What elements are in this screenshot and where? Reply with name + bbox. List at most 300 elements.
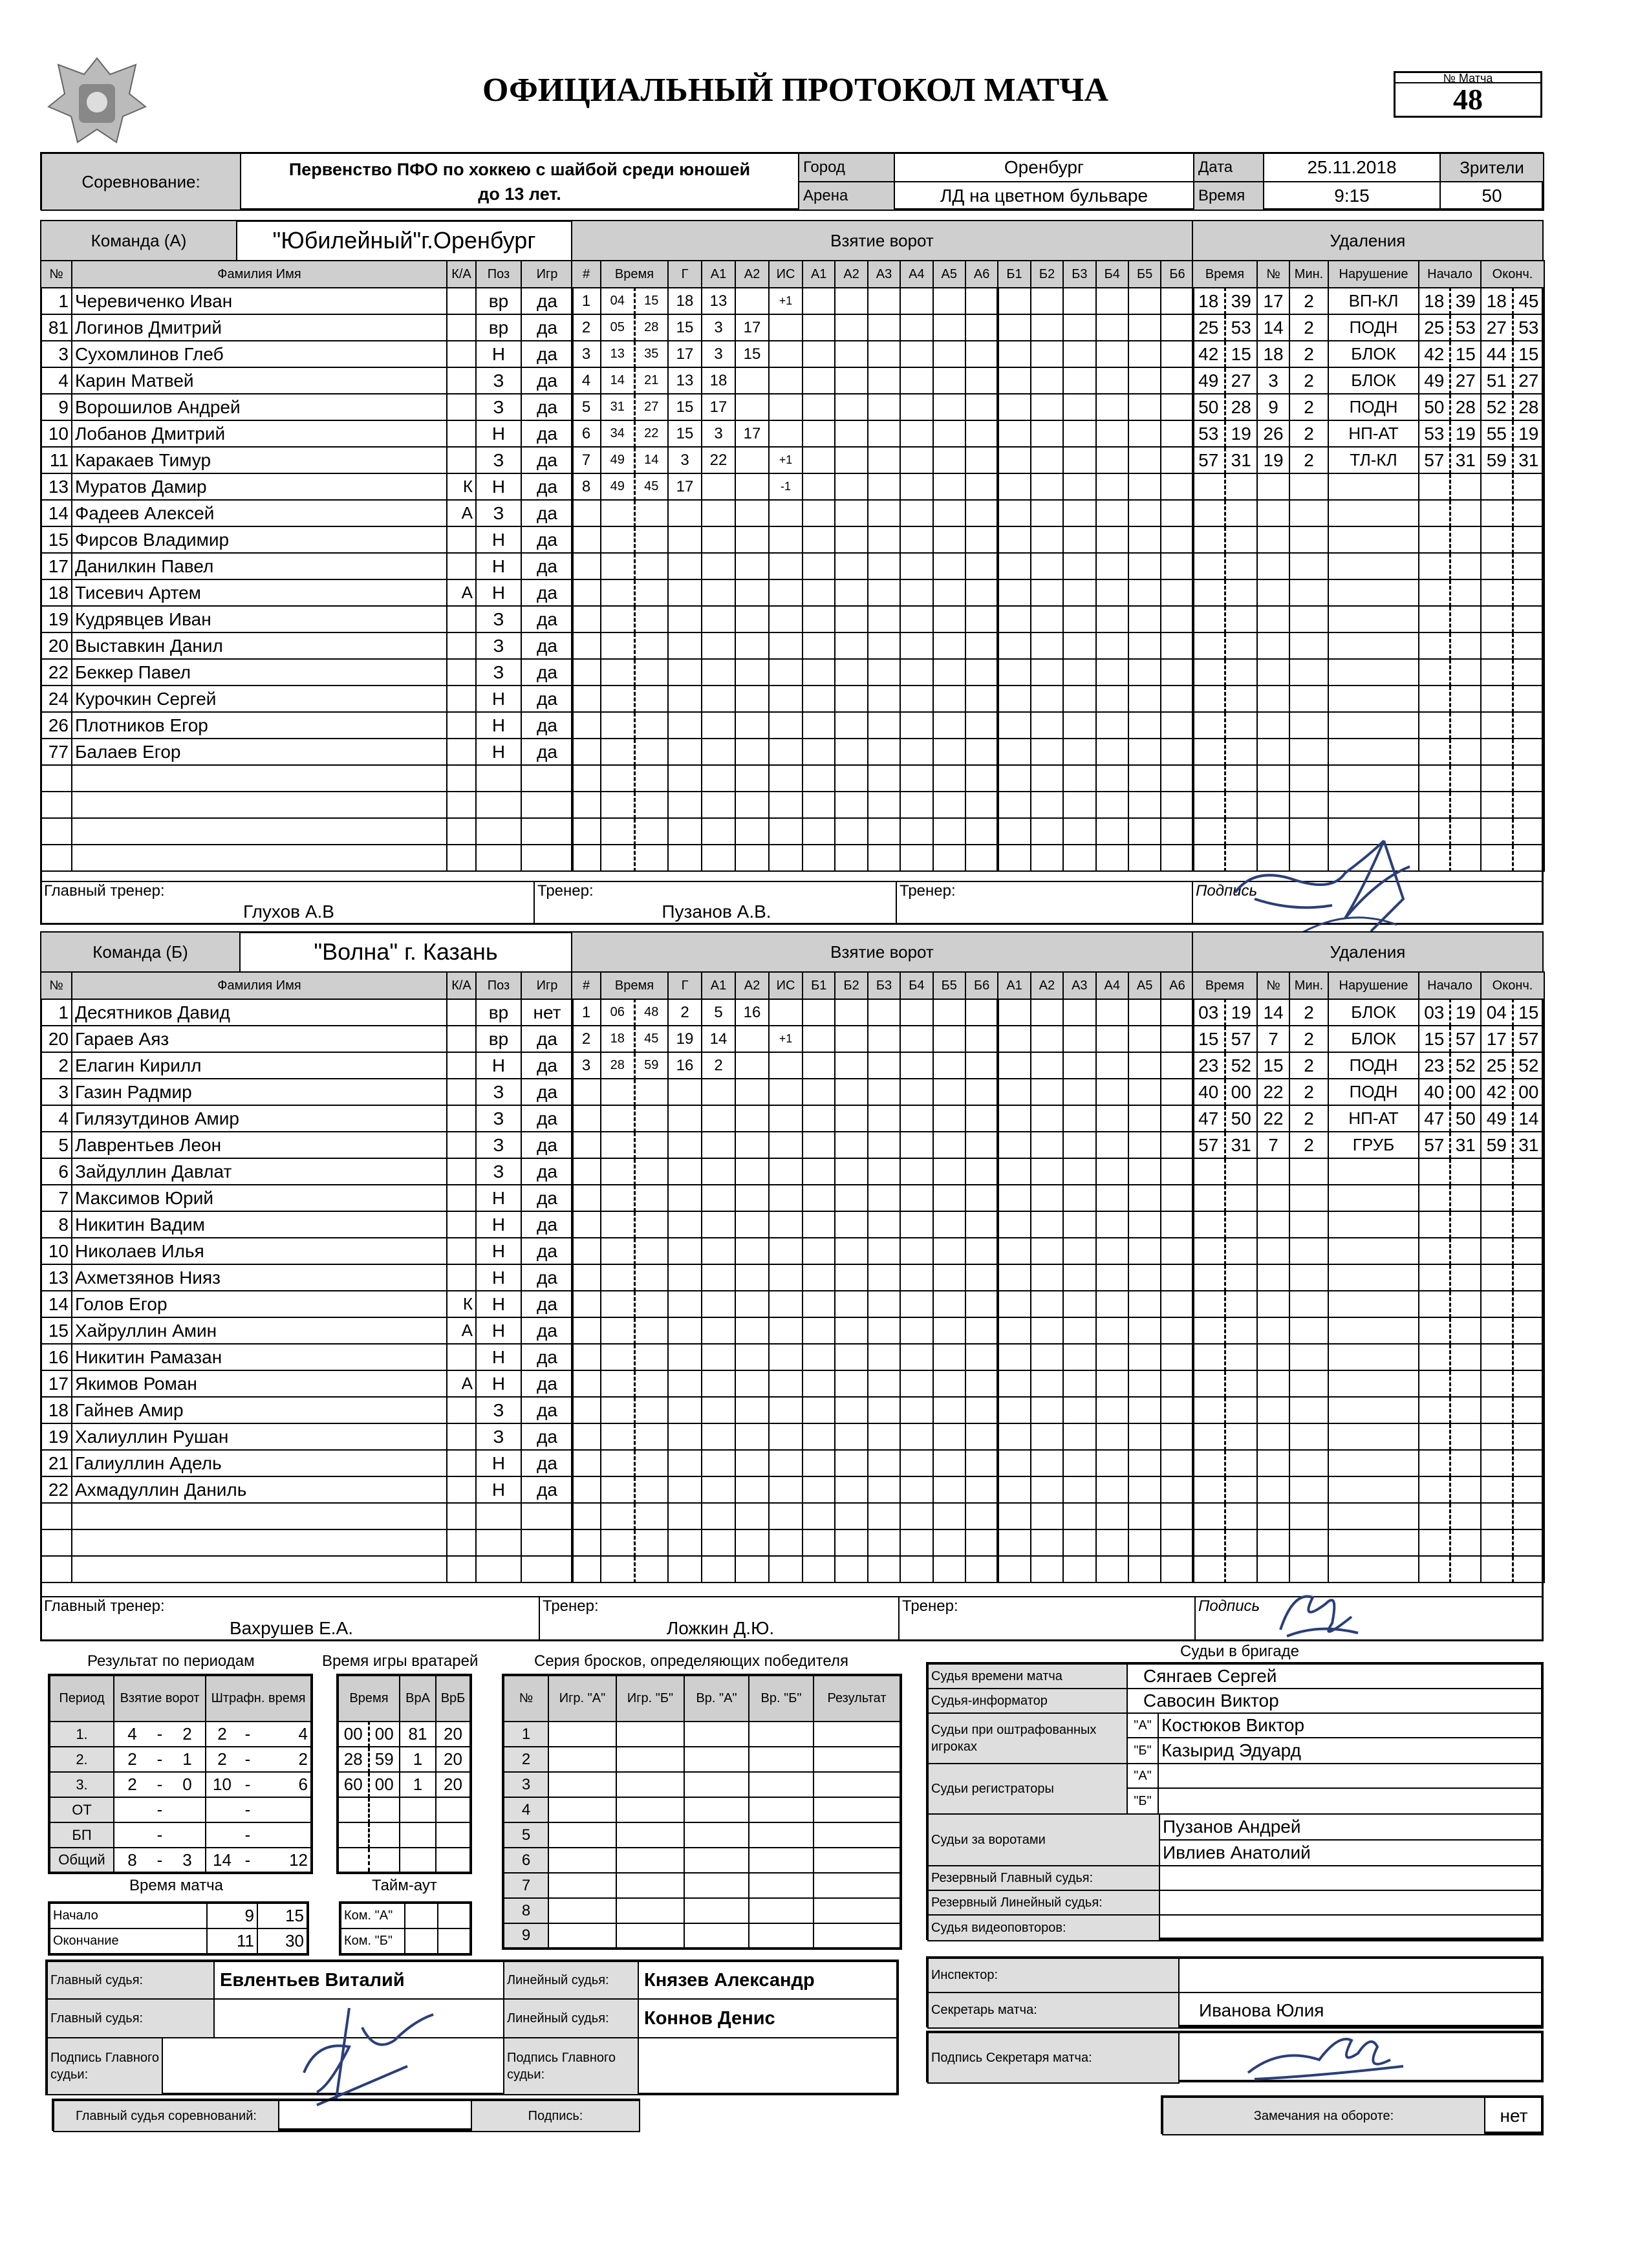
onice-cell	[1096, 1158, 1128, 1185]
onice-cell	[1031, 739, 1063, 765]
onice-cell	[803, 606, 835, 632]
penalty-end-minute: 17	[1481, 1026, 1513, 1052]
penalty-end-second	[1513, 712, 1544, 739]
penalty-player	[1257, 1238, 1289, 1264]
goal-assist-2	[735, 1238, 769, 1264]
onice-cell	[900, 1238, 932, 1264]
table-row	[572, 712, 1194, 739]
competition-name	[240, 153, 799, 211]
onice-cell	[803, 739, 835, 765]
goal-scorer	[668, 1450, 702, 1476]
penalty-second	[1225, 1158, 1257, 1185]
player-name: Зайдуллин Давлат	[72, 1158, 447, 1185]
onice-cell	[1031, 1370, 1063, 1397]
pen-col-violation: Нарушение	[1328, 972, 1419, 999]
player-role: А	[447, 1370, 476, 1397]
table-row	[503, 1722, 901, 1747]
table-row	[572, 1132, 1194, 1158]
player-played: да	[521, 1211, 573, 1238]
onice-col: А2	[1031, 972, 1063, 999]
penalty-start-minute: 42	[1419, 341, 1450, 367]
penalty-violation: ПОДН	[1328, 314, 1419, 341]
onice-cell	[835, 1185, 867, 1211]
onice-cell	[1096, 1291, 1128, 1317]
player-role	[447, 553, 476, 579]
penalty-violation	[1328, 1158, 1419, 1185]
goal-scorer	[668, 1529, 702, 1556]
date-value: 25.11.2018	[1263, 153, 1441, 182]
goal-assist-2	[735, 553, 769, 579]
penalty-start-minute: 15	[1419, 1026, 1450, 1052]
table-row	[1192, 553, 1544, 579]
onice-cell	[1031, 1105, 1063, 1132]
penalty-end-second	[1513, 1317, 1544, 1344]
onice-cell	[933, 1291, 965, 1317]
period-pim-b	[257, 1797, 312, 1822]
period-label: Общий	[49, 1848, 114, 1873]
penalty-end-minute	[1481, 1397, 1513, 1423]
onice-cell	[1096, 1476, 1128, 1503]
penalty-minutes: 2	[1289, 1052, 1328, 1079]
penalty-second: 28	[1225, 394, 1257, 420]
table-row	[1192, 526, 1544, 553]
goal-situation	[769, 500, 803, 526]
goal-situation	[769, 420, 803, 447]
period-pim-a: 14	[206, 1848, 238, 1873]
goal-assist-2	[735, 1052, 769, 1079]
player-played: да	[521, 1238, 573, 1264]
col-a1: А1	[702, 261, 735, 288]
onice-cell	[868, 1264, 900, 1291]
goal-number	[572, 1105, 601, 1132]
penalty-start-minute: 47	[1419, 1105, 1450, 1132]
onice-cell	[1031, 1450, 1063, 1476]
onice-cell	[998, 1026, 1030, 1052]
onice-cell	[835, 818, 867, 845]
shootout-cell	[548, 1797, 616, 1822]
goal-number: 1	[572, 288, 601, 314]
col-name: Фамилия Имя	[72, 972, 447, 999]
penalty-player: 19	[1257, 447, 1289, 473]
player-played: да	[521, 1052, 573, 1079]
penbox-a: Костюков Виктор	[1158, 1712, 1544, 1738]
onice-cell	[803, 1450, 835, 1476]
goal-minute	[601, 1238, 634, 1264]
onice-cell	[998, 712, 1030, 739]
player-played: да	[521, 686, 573, 712]
player-role	[447, 1079, 476, 1105]
goal-minute	[601, 1476, 634, 1503]
onice-cell	[998, 1423, 1030, 1450]
penalty-second	[1225, 1476, 1257, 1503]
penalty-start-minute	[1419, 473, 1450, 500]
penalty-minute	[1192, 1450, 1225, 1476]
shootout-cell	[684, 1873, 749, 1898]
goal-second	[634, 1132, 668, 1158]
penalty-violation	[1328, 792, 1419, 818]
team-b-roster	[40, 971, 574, 1583]
table-row	[1192, 1291, 1544, 1317]
periods-h-goals: Взятие ворот	[114, 1675, 206, 1722]
penalty-violation	[1328, 1211, 1419, 1238]
date-label: Дата	[1193, 153, 1264, 182]
goal-second	[634, 1344, 668, 1370]
penalty-second: 31	[1225, 447, 1257, 473]
penalty-player	[1257, 1423, 1289, 1450]
onice-cell	[933, 394, 965, 420]
onice-cell	[998, 1105, 1030, 1132]
penalty-start-minute	[1419, 606, 1450, 632]
table-row	[41, 1079, 573, 1105]
onice-cell	[965, 526, 998, 553]
player-name: Муратов Дамир	[72, 473, 447, 500]
onice-cell	[965, 1211, 998, 1238]
player-number: 18	[41, 579, 72, 606]
penalty-second	[1225, 579, 1257, 606]
onice-cell	[933, 1476, 965, 1503]
onice-cell	[803, 1397, 835, 1423]
secretary-label: Секретарь матча:	[927, 1992, 1180, 2029]
onice-cell	[803, 1556, 835, 1582]
penalty-minutes	[1289, 712, 1328, 739]
player-role	[447, 1211, 476, 1238]
player-name: Елагин Кирилл	[72, 1052, 447, 1079]
goal-assist-1	[702, 1344, 735, 1370]
penalty-start-second: 28	[1450, 394, 1481, 420]
onice-cell	[965, 1264, 998, 1291]
shootout-h-va: Вр. "А"	[684, 1675, 749, 1722]
penalty-second: 53	[1225, 314, 1257, 341]
team-a-coach: Пузанов А.В.	[662, 902, 771, 922]
onice-cell	[933, 553, 965, 579]
shootout-h-vb: Вр. "Б"	[749, 1675, 814, 1722]
goalie-a	[400, 1797, 436, 1822]
onice-cell	[835, 447, 867, 473]
onice-cell	[965, 1423, 998, 1450]
onice-cell	[933, 473, 965, 500]
goal-situation	[769, 1079, 803, 1105]
onice-cell	[1128, 553, 1161, 579]
goal-second	[634, 1476, 668, 1503]
onice-cell	[1096, 1079, 1128, 1105]
player-name: Николаев Илья	[72, 1238, 447, 1264]
period-goals-b: 1	[169, 1747, 206, 1772]
reserve-lines-label: Резервный Линейный судья:	[927, 1890, 1160, 1916]
onice-cell	[868, 1132, 900, 1158]
penalty-start-minute	[1419, 659, 1450, 686]
onice-cell	[998, 420, 1030, 447]
player-played: да	[521, 526, 573, 553]
onice-cell	[933, 1211, 965, 1238]
onice-cell	[1161, 1052, 1193, 1079]
penalty-end-minute	[1481, 1344, 1513, 1370]
goalie-second: 00	[369, 1772, 400, 1797]
onice-cell	[1031, 792, 1063, 818]
goal-assist-2	[735, 447, 769, 473]
player-played	[521, 765, 573, 792]
penalty-minute: 49	[1192, 367, 1225, 394]
col-ka: К/А	[447, 261, 476, 288]
timeout-table	[339, 1901, 472, 1956]
onice-cell	[900, 1423, 932, 1450]
chief-ref-block	[52, 2099, 640, 2131]
match-start-label: Начало	[49, 1903, 207, 1928]
onice-cell	[868, 420, 900, 447]
onice-cell	[1128, 1476, 1161, 1503]
table-row	[572, 1503, 1194, 1529]
onice-cell	[1128, 659, 1161, 686]
goal-assist-2	[735, 579, 769, 606]
secretary-sig-label: Подпись Секретаря матча:	[927, 2032, 1180, 2084]
period-pim-a	[206, 1822, 238, 1848]
goal-assist-1	[702, 1529, 735, 1556]
table-row	[572, 1079, 1194, 1105]
penalty-end-second: 52	[1513, 1052, 1544, 1079]
table-row	[41, 1370, 573, 1397]
goal-number	[572, 1238, 601, 1264]
penalty-end-second: 00	[1513, 1079, 1544, 1105]
table-row	[1192, 394, 1544, 420]
goalie-a: 1	[400, 1772, 436, 1797]
penalty-start-minute: 50	[1419, 394, 1450, 420]
goal-assist-1	[702, 1291, 735, 1317]
onice-cell	[1031, 420, 1063, 447]
onice-cell	[933, 1397, 965, 1423]
penalty-start-second	[1450, 1423, 1481, 1450]
penalty-violation: ПОДН	[1328, 1079, 1419, 1105]
player-position: З	[476, 1397, 521, 1423]
onice-cell	[803, 686, 835, 712]
penalty-minutes	[1289, 1450, 1328, 1476]
penalty-minutes	[1289, 1423, 1328, 1450]
onice-cell	[900, 1026, 932, 1052]
table-row	[1192, 1450, 1544, 1476]
onice-cell	[868, 1026, 900, 1052]
onice-cell	[835, 1450, 867, 1476]
onice-cell	[1096, 420, 1128, 447]
shootout-cell	[616, 1797, 684, 1822]
penalty-player: 14	[1257, 314, 1289, 341]
table-row	[1192, 686, 1544, 712]
coach-label: Тренер:	[543, 1597, 599, 1615]
onice-cell	[900, 288, 932, 314]
goal-second	[634, 1397, 668, 1423]
penalty-start-minute	[1419, 1185, 1450, 1211]
onice-cell	[900, 686, 932, 712]
period-goals-sep: -	[150, 1772, 169, 1797]
table-row	[41, 818, 573, 845]
onice-cell	[1031, 632, 1063, 659]
onice-cell	[1031, 1423, 1063, 1450]
period-pim-sep: -	[238, 1747, 257, 1772]
onice-cell	[868, 1079, 900, 1105]
onice-cell	[1161, 1556, 1193, 1582]
onice-cell	[933, 792, 965, 818]
onice-cell	[998, 473, 1030, 500]
goal-scorer	[668, 1344, 702, 1370]
penalty-start-minute: 03	[1419, 999, 1450, 1026]
penalty-start-minute	[1419, 526, 1450, 553]
penalty-start-minute	[1419, 1238, 1450, 1264]
goal-scorer	[668, 659, 702, 686]
player-position: Н	[476, 420, 521, 447]
penalty-end-minute: 52	[1481, 394, 1513, 420]
player-number	[41, 765, 72, 792]
onice-cell	[868, 1238, 900, 1264]
onice-cell	[1128, 1450, 1161, 1476]
penalty-start-second	[1450, 579, 1481, 606]
onice-cell	[835, 314, 867, 341]
goal-scorer	[668, 1185, 702, 1211]
penalty-minute: 18	[1192, 288, 1225, 314]
penalty-violation	[1328, 606, 1419, 632]
onice-cell	[803, 1370, 835, 1397]
onice-cell	[868, 1556, 900, 1582]
penalty-start-minute	[1419, 632, 1450, 659]
goal-assist-2: 17	[735, 420, 769, 447]
penalty-violation	[1328, 1529, 1419, 1556]
goal-scorer	[668, 606, 702, 632]
penalty-start-minute	[1419, 553, 1450, 579]
penalty-violation	[1328, 1397, 1419, 1423]
goal-minute	[601, 1397, 634, 1423]
period-label: БП	[49, 1822, 114, 1848]
video-label: Судья видеоповторов:	[927, 1914, 1160, 1941]
penalty-minute	[1192, 473, 1225, 500]
onice-cell	[1161, 553, 1193, 579]
onice-cell	[998, 288, 1030, 314]
goal-number	[572, 1158, 601, 1185]
penalty-end-second: 19	[1513, 420, 1544, 447]
penalty-second	[1225, 553, 1257, 579]
goal-minute: 49	[601, 473, 634, 500]
period-goals-b	[169, 1797, 206, 1822]
penalty-start-minute: 49	[1419, 367, 1450, 394]
onice-cell	[803, 712, 835, 739]
goal-second	[634, 1450, 668, 1476]
onice-cell	[998, 1211, 1030, 1238]
table-row	[1192, 1264, 1544, 1291]
head-coach-label: Главный тренер:	[44, 1597, 165, 1615]
shootout-no: 7	[503, 1873, 548, 1898]
penalty-end-second: 28	[1513, 394, 1544, 420]
penalty-minute	[1192, 1291, 1225, 1317]
table-row	[41, 632, 573, 659]
onice-cell	[1063, 394, 1095, 420]
onice-cell	[803, 1423, 835, 1450]
onice-col: А3	[868, 261, 900, 288]
goal-assist-1	[702, 1317, 735, 1344]
penalty-end-second: 15	[1513, 341, 1544, 367]
goal-minute: 34	[601, 420, 634, 447]
penalty-start-minute	[1419, 712, 1450, 739]
goal-situation	[769, 712, 803, 739]
penalty-end-minute	[1481, 1291, 1513, 1317]
penalty-player	[1257, 553, 1289, 579]
player-played: да	[521, 1423, 573, 1450]
penalty-player	[1257, 473, 1289, 500]
onice-cell	[900, 1132, 932, 1158]
onice-cell	[933, 1344, 965, 1370]
penalty-violation	[1328, 1317, 1419, 1344]
table-row	[503, 1898, 901, 1923]
penalty-start-minute	[1419, 1476, 1450, 1503]
time-value: 9:15	[1263, 181, 1441, 211]
shootout-cell	[548, 1822, 616, 1848]
penalty-start-minute	[1419, 1264, 1450, 1291]
onice-cell	[965, 1291, 998, 1317]
player-played: да	[521, 659, 573, 686]
goal-situation	[769, 1450, 803, 1476]
onice-col: Б2	[1031, 261, 1063, 288]
player-position: Н	[476, 1450, 521, 1476]
player-played: да	[521, 1264, 573, 1291]
goal-assist-1: 14	[702, 1026, 735, 1052]
team-b-name: "Волна" г. Казань	[239, 931, 572, 973]
goal-second: 27	[634, 394, 668, 420]
match-end-h: 11	[207, 1928, 257, 1954]
onice-cell	[803, 341, 835, 367]
goal-second: 48	[634, 999, 668, 1026]
onice-cell	[1063, 792, 1095, 818]
player-number: 19	[41, 1423, 72, 1450]
penalty-start-minute: 40	[1419, 1079, 1450, 1105]
onice-cell	[900, 792, 932, 818]
goal-assist-2	[735, 818, 769, 845]
shootout-cell	[749, 1722, 814, 1747]
timeout-title: Тайм-аут	[372, 1877, 437, 1894]
onice-cell	[933, 686, 965, 712]
goal-assist-2	[735, 686, 769, 712]
player-played: да	[521, 739, 573, 765]
onice-cell	[1161, 1529, 1193, 1556]
penalty-player	[1257, 792, 1289, 818]
onice-cell	[933, 999, 965, 1026]
penalty-player	[1257, 632, 1289, 659]
player-number: 15	[41, 526, 72, 553]
period-goals-b: 0	[169, 1772, 206, 1797]
penalty-minutes	[1289, 739, 1328, 765]
player-position: Н	[476, 1370, 521, 1397]
goal-number	[572, 1317, 601, 1344]
penalty-second	[1225, 1556, 1257, 1582]
ref-sig-label: Подпись Главного судьи:	[47, 2037, 163, 2095]
table-row	[41, 288, 573, 314]
penalty-minute	[1192, 526, 1225, 553]
onice-cell	[1096, 288, 1128, 314]
goal-minute: 05	[601, 314, 634, 341]
goal-assist-2	[735, 1132, 769, 1158]
goal-assist-2	[735, 765, 769, 792]
goal-second	[634, 1503, 668, 1529]
table-row	[1192, 1344, 1544, 1370]
onice-cell	[965, 1397, 998, 1423]
onice-cell	[1128, 1503, 1161, 1529]
goal-minute	[601, 792, 634, 818]
player-number: 2	[41, 1052, 72, 1079]
shootout-cell	[548, 1923, 616, 1949]
penalty-minutes: 2	[1289, 288, 1328, 314]
player-played	[521, 1503, 573, 1529]
table-row	[572, 1476, 1194, 1503]
onice-cell	[1031, 1344, 1063, 1370]
onice-cell	[1128, 341, 1161, 367]
goal-scorer: 17	[668, 473, 702, 500]
penalty-end-second	[1513, 1370, 1544, 1397]
onice-cell	[1128, 1344, 1161, 1370]
onice-cell	[1031, 1529, 1063, 1556]
penalty-violation: ТЛ-КЛ	[1328, 447, 1419, 473]
